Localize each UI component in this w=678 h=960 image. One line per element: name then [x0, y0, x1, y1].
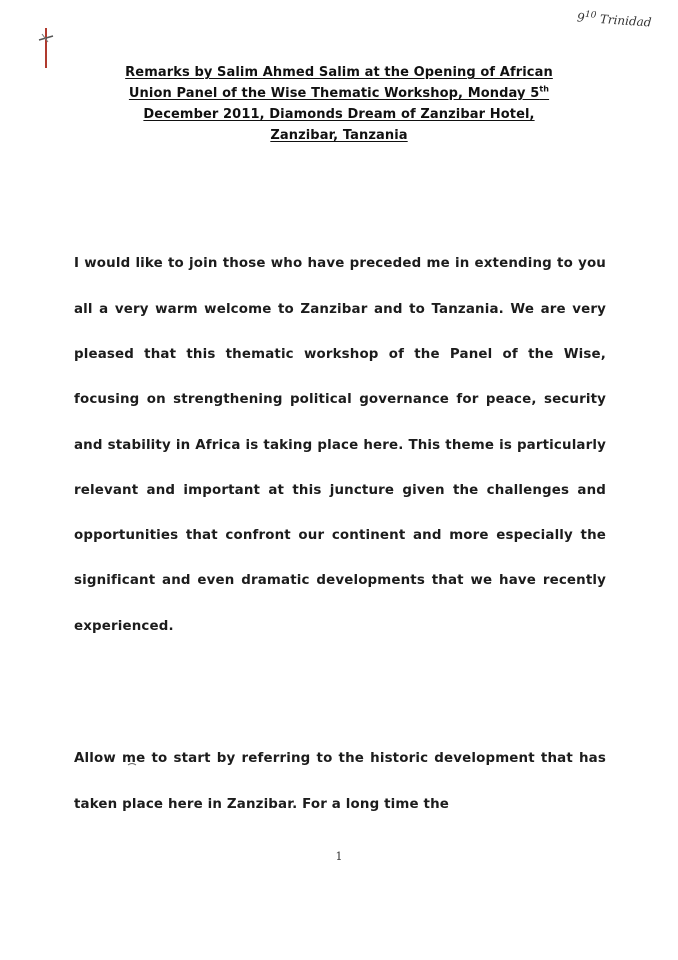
- title-line-1: Remarks by Salim Ahmed Salim at the Opening of African: [125, 65, 553, 80]
- title-line-2: [70, 83, 608, 104]
- handwritten-annotation: [577, 9, 652, 29]
- title-line-2-sup: th: [539, 84, 550, 94]
- paragraph-2: Allow me to start by referring to the historic development that has taken place here in Zanzibar. For a long time the: [74, 751, 606, 812]
- document-title: [70, 62, 608, 146]
- annotation-superscript: 10: [584, 9, 598, 21]
- title-line-3: December 2011, Diamonds Dream of Zanzibar Hotel,: [143, 107, 535, 122]
- page-number: 1: [335, 850, 343, 863]
- margin-mark-icon: [36, 26, 56, 70]
- title-line-4: Zanzibar, Tanzania: [270, 128, 408, 143]
- paragraph-1: I would like to join those who have preceded me in extending to you all a very warm welcome to Zanzibar and to Tanzania. We are very pleased that this thematic workshop of the Panel of the Wise, focusing on strengthening political governance for peace, security and stability in Africa is taking place here. This theme is particularly relevant and important at this juncture given the challenges and opportunities that confront our continent and more especially the significant and even dramatic developments that we have recently experienced.: [74, 256, 606, 634]
- annotation-number: 9: [576, 10, 586, 25]
- annotation-word: Trinidad: [599, 12, 653, 30]
- title-line-2-text: Union Panel of the Wise Thematic Workshop, Monday 5: [128, 86, 540, 101]
